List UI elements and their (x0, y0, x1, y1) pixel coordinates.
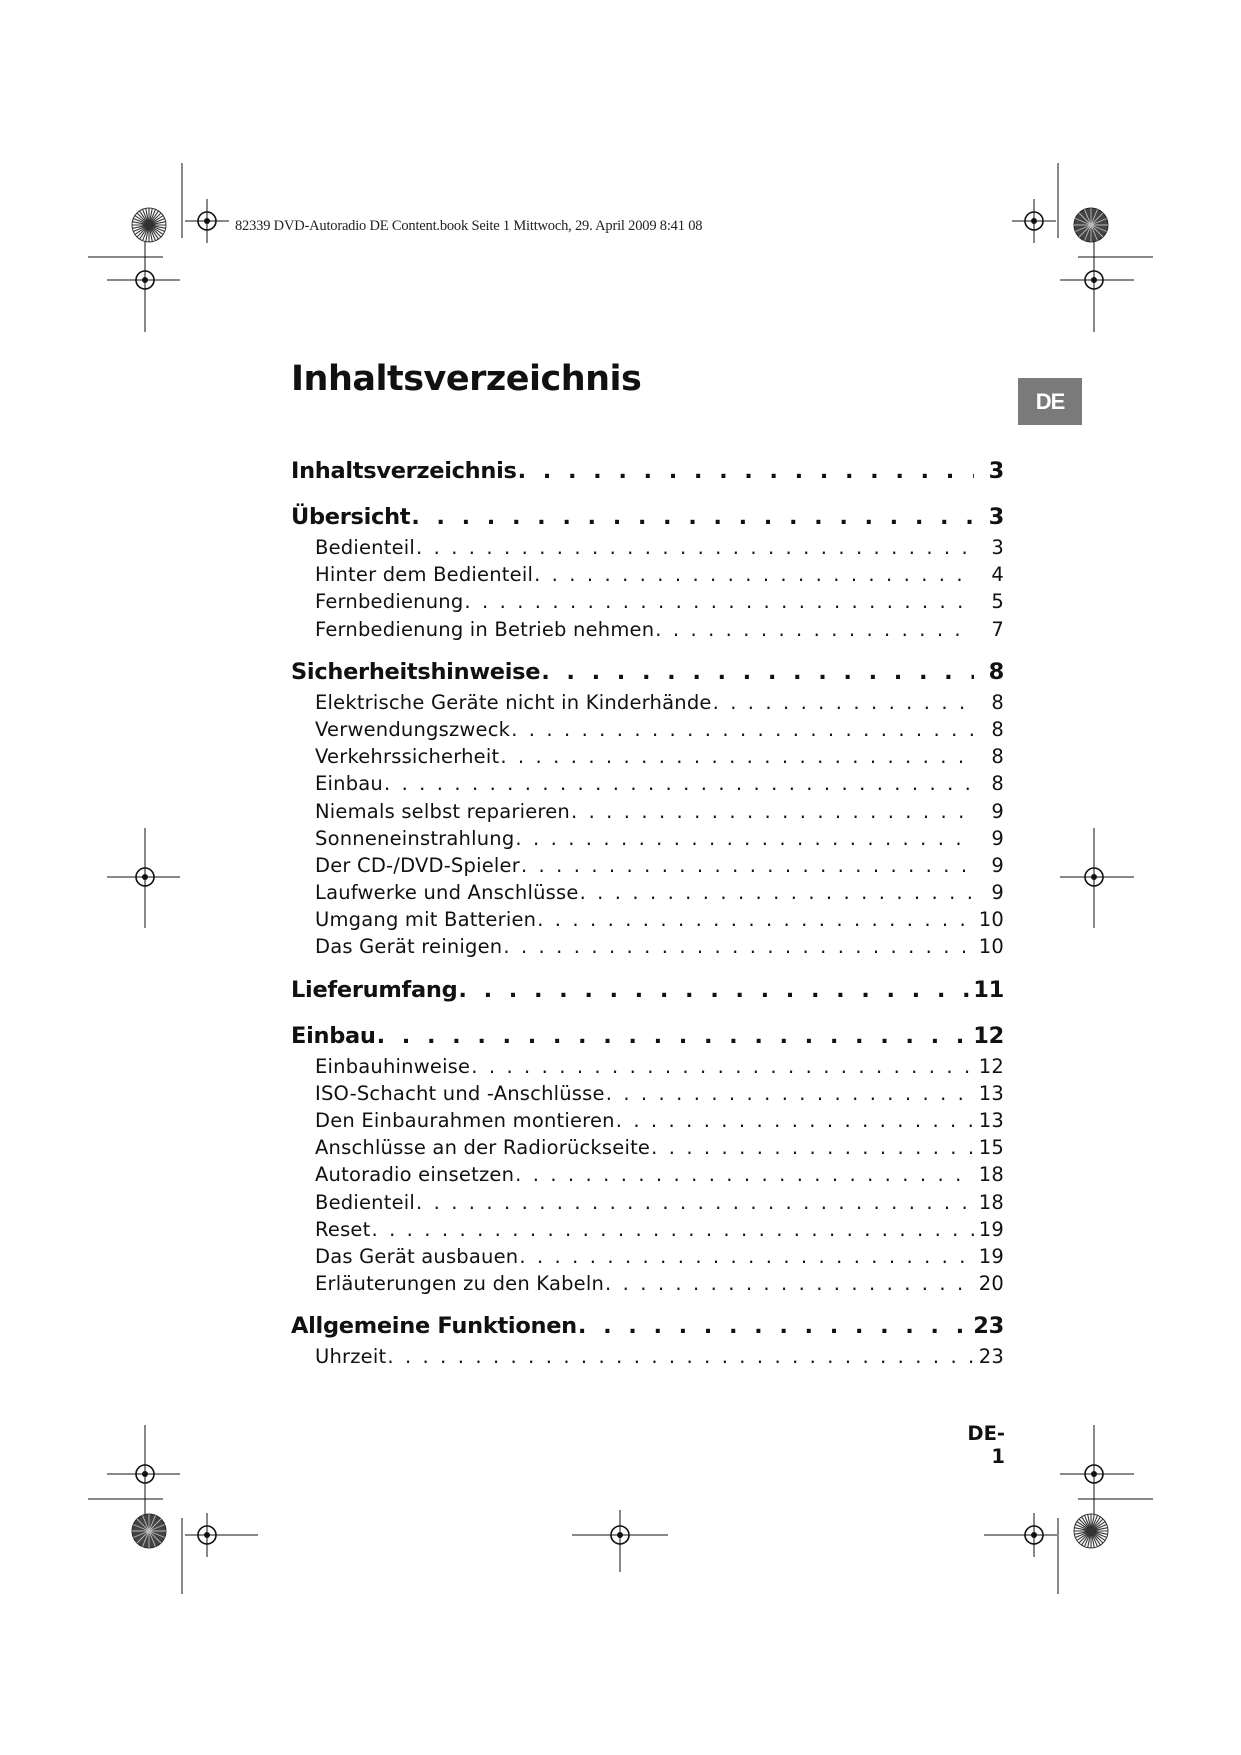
toc-entry-title: Reset (315, 1217, 371, 1241)
toc-entry-page: 18 (978, 1163, 1004, 1187)
dot-leader (616, 1107, 974, 1134)
dot-leader (471, 1053, 974, 1080)
dot-leader (503, 933, 974, 960)
toc-entry-page: 23 (973, 1313, 1004, 1340)
toc-entry-title: Sonneneinstrahlung (315, 826, 515, 850)
dot-leader (515, 825, 974, 852)
toc-entry-title: Das Gerät reinigen (315, 935, 503, 959)
toc-entry-title: Einbauhinweise (315, 1054, 471, 1078)
toc-entry-title: Bedienteil (315, 536, 416, 559)
toc-entry-title: Bedienteil (315, 1190, 416, 1214)
toc-entry-page: 5 (991, 590, 1004, 614)
toc-subentry[interactable] (291, 852, 1004, 879)
toc-subentry[interactable] (291, 616, 1004, 643)
page-title: Inhaltsverzeichnis (291, 359, 642, 399)
dot-leader (384, 770, 974, 797)
toc-entry-title: Einbau (291, 1022, 376, 1049)
toc-entry-page: 9 (991, 799, 1004, 823)
toc-entry-title: Der CD-/DVD-Spieler (315, 853, 520, 877)
toc-entry-page: 8 (991, 690, 1004, 714)
toc-entry-page: 20 (978, 1272, 1004, 1296)
toc-entry-title: Sicherheitshinweise (291, 658, 541, 685)
toc-entry-title: Umgang mit Batterien (315, 908, 537, 932)
toc-entry-title: Uhrzeit (315, 1345, 387, 1369)
dot-leader (515, 1161, 974, 1188)
toc-entry-page: 8 (991, 745, 1004, 769)
toc-chapter[interactable] (291, 1020, 1004, 1053)
dot-leader (371, 1216, 974, 1243)
toc-entry-page: 18 (978, 1190, 1004, 1214)
toc-subentry[interactable] (291, 798, 1004, 825)
print-slug: 82339 DVD-Autoradio DE Content.book Seite 1 Mittwoch, 29. April 2009 8:41 08 (235, 218, 703, 234)
toc-entry-title: Verkehrssicherheit (315, 745, 500, 769)
toc-entry-page: 4 (991, 563, 1004, 587)
toc-entry-page: 12 (978, 1054, 1004, 1078)
table-of-contents (291, 455, 1004, 1384)
toc-section (291, 501, 1004, 643)
page-number: DE-1 (967, 1422, 1005, 1468)
dot-leader (541, 656, 974, 689)
toc-entry-page: 3 (988, 458, 1004, 484)
toc-entry-page: 15 (978, 1136, 1004, 1160)
toc-chapter[interactable] (291, 656, 1004, 689)
toc-entry-page: 23 (978, 1345, 1004, 1369)
toc-entry-page: 7 (991, 617, 1004, 641)
toc-entry-title: Fernbedienung (315, 590, 464, 614)
toc-entry-title: Das Gerät ausbauen (315, 1244, 519, 1268)
toc-entry-title: Übersicht (291, 504, 411, 530)
toc-entry-page: 8 (991, 772, 1004, 796)
toc-entry-page: 13 (978, 1081, 1004, 1105)
toc-entry-title: Niemals selbst reparieren (315, 799, 570, 823)
dot-leader (377, 1020, 970, 1053)
dot-leader (521, 852, 974, 879)
toc-entry-title: Den Einbaurahmen montieren (315, 1109, 615, 1132)
toc-entry-page: 19 (978, 1244, 1004, 1268)
dot-leader (537, 906, 974, 933)
toc-subentry[interactable] (291, 534, 1004, 561)
toc-entry-page: 9 (991, 881, 1004, 905)
toc-entry-page: 13 (978, 1109, 1004, 1132)
dot-leader (713, 689, 974, 716)
toc-subentry[interactable] (291, 1270, 1004, 1297)
dot-leader (606, 1080, 974, 1107)
toc-subentry[interactable] (291, 743, 1004, 770)
toc-chapter[interactable] (291, 455, 1004, 488)
toc-entry-title: Elektrische Geräte nicht in Kinderhände (315, 690, 712, 714)
toc-entry-title: Anschlüsse an der Radiorückseite (315, 1136, 651, 1160)
toc-entry-page: 8 (988, 658, 1004, 685)
toc-section (291, 656, 1004, 961)
toc-subentry[interactable] (291, 770, 1004, 797)
toc-entry-title: Fernbedienung in Betrieb nehmen (315, 617, 655, 641)
dot-leader (571, 798, 974, 825)
language-tab: DE (1018, 378, 1082, 425)
toc-subentry[interactable] (291, 933, 1004, 960)
toc-entry-page: 3 (988, 504, 1004, 530)
toc-entry-title: Einbau (315, 772, 383, 796)
toc-section (291, 1310, 1004, 1370)
dot-leader (411, 501, 974, 534)
dot-leader (458, 974, 969, 1007)
toc-subentry[interactable] (291, 1053, 1004, 1080)
dot-leader (519, 1243, 974, 1270)
dot-leader (500, 743, 974, 770)
toc-entry-title: Hinter dem Bedienteil (315, 563, 534, 587)
dot-leader (534, 561, 974, 588)
toc-entry-page: 11 (973, 976, 1004, 1003)
toc-subentry[interactable] (291, 879, 1004, 906)
toc-subentry[interactable] (291, 588, 1004, 615)
toc-entry-page: 3 (991, 536, 1004, 559)
toc-entry-title: Lieferumfang (291, 976, 458, 1003)
toc-chapter[interactable] (291, 974, 1004, 1007)
dot-leader (651, 1134, 974, 1161)
toc-entry-page: 9 (991, 826, 1004, 850)
dot-leader (387, 1343, 974, 1370)
toc-section (291, 1020, 1004, 1298)
toc-chapter[interactable] (291, 501, 1004, 534)
dot-leader (464, 588, 974, 615)
toc-entry-title: Allgemeine Funktionen (291, 1313, 577, 1340)
toc-subentry[interactable] (291, 689, 1004, 716)
toc-entry-page: 8 (991, 717, 1004, 741)
toc-subentry[interactable] (291, 1343, 1004, 1370)
toc-entry-page: 19 (978, 1217, 1004, 1241)
toc-entry-title: Autoradio einsetzen (315, 1163, 515, 1187)
dot-leader (578, 1310, 969, 1343)
toc-section (291, 974, 1004, 1007)
dot-leader (518, 455, 974, 488)
toc-subentry[interactable] (291, 1216, 1004, 1243)
toc-subentry[interactable] (291, 1107, 1004, 1134)
toc-subentry[interactable] (291, 1161, 1004, 1188)
dot-leader (605, 1270, 974, 1297)
toc-subentry[interactable] (291, 825, 1004, 852)
toc-chapter[interactable] (291, 1310, 1004, 1343)
toc-subentry[interactable] (291, 1189, 1004, 1216)
toc-subentry[interactable] (291, 561, 1004, 588)
dot-leader (655, 616, 974, 643)
toc-subentry[interactable] (291, 1080, 1004, 1107)
dot-leader (511, 716, 974, 743)
toc-entry-page: 12 (973, 1022, 1004, 1049)
toc-entry-title: Verwendungszweck (315, 717, 511, 741)
toc-entry-page: 10 (978, 908, 1004, 932)
dot-leader (416, 1189, 974, 1216)
toc-entry-title: Inhaltsverzeichnis (291, 458, 517, 484)
toc-subentry[interactable] (291, 906, 1004, 933)
dot-leader (416, 534, 974, 561)
dot-leader (580, 879, 974, 906)
toc-entry-title: Laufwerke und Anschlüsse (315, 881, 579, 905)
toc-subentry[interactable] (291, 1243, 1004, 1270)
toc-entry-title: Erläuterungen zu den Kabeln (315, 1272, 605, 1296)
toc-section (291, 455, 1004, 488)
toc-entry-page: 9 (991, 853, 1004, 877)
toc-entry-title: ISO-Schacht und -Anschlüsse (315, 1081, 605, 1105)
toc-subentry[interactable] (291, 716, 1004, 743)
toc-entry-page: 10 (978, 935, 1004, 959)
toc-subentry[interactable] (291, 1134, 1004, 1161)
